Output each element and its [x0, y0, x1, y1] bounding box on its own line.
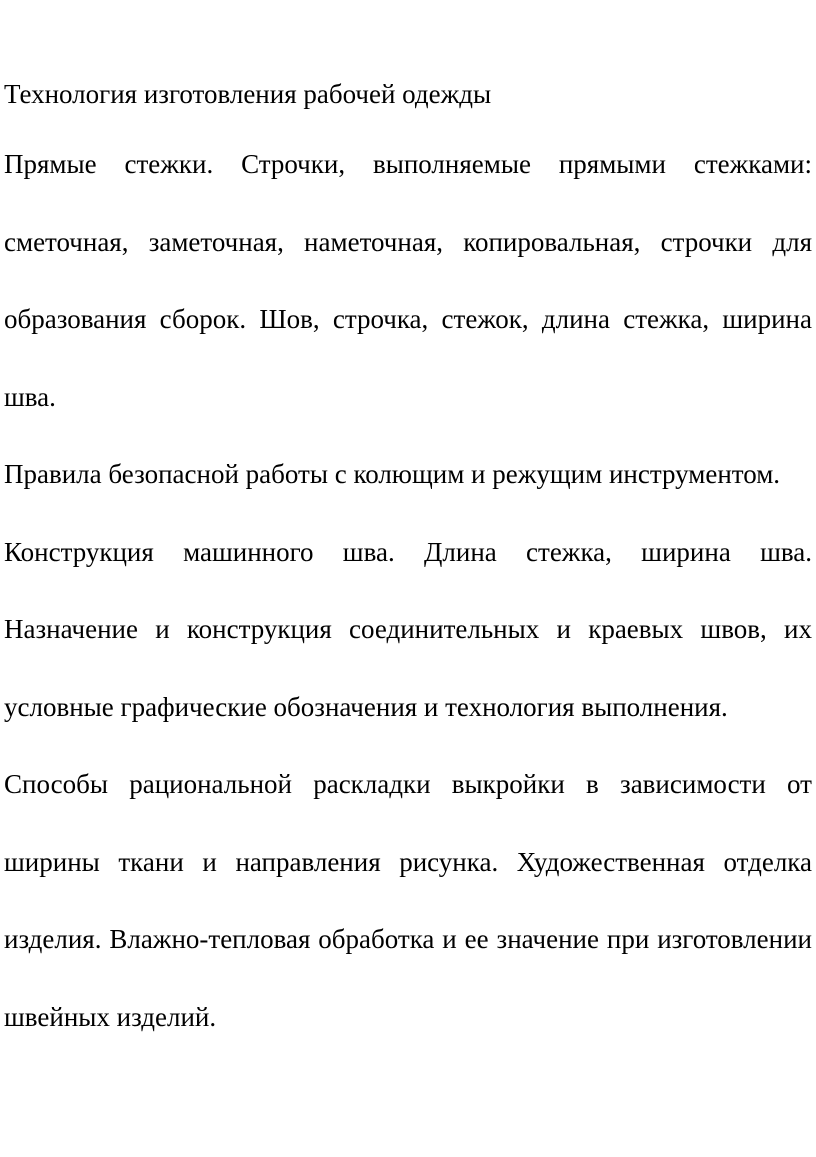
document-title: Технология изготовления рабочей одежды [4, 79, 492, 109]
paragraph-straight-stitches: Прямые стежки. Строчки, выполняемые прямыми стежками: сметочная, заметочная, наметочная, копировальная, строчки для образования сборок. Шов, строчка, стежок, длина стежка, ширина шва. [4, 149, 812, 412]
document-page [4, 70, 812, 1056]
paragraph-machine-seam: Конструкция машинного шва. Длина стежка, ширина шва. Назначение и конструкция соединительных и краевых швов, их условные графические обозначения и технология выполнения. [4, 536, 812, 722]
paragraph-pattern-layout: Способы рациональной раскладки выкройки в зависимости от ширины ткани и направления рисунка. Художественная отделка изделия. Влажно-тепловая обработка и ее значение при изготовлении швейных изделий. [4, 769, 812, 1032]
paragraph-safety-rules: Правила безопасной работы с колющим и режущим инструментом. [4, 459, 781, 489]
